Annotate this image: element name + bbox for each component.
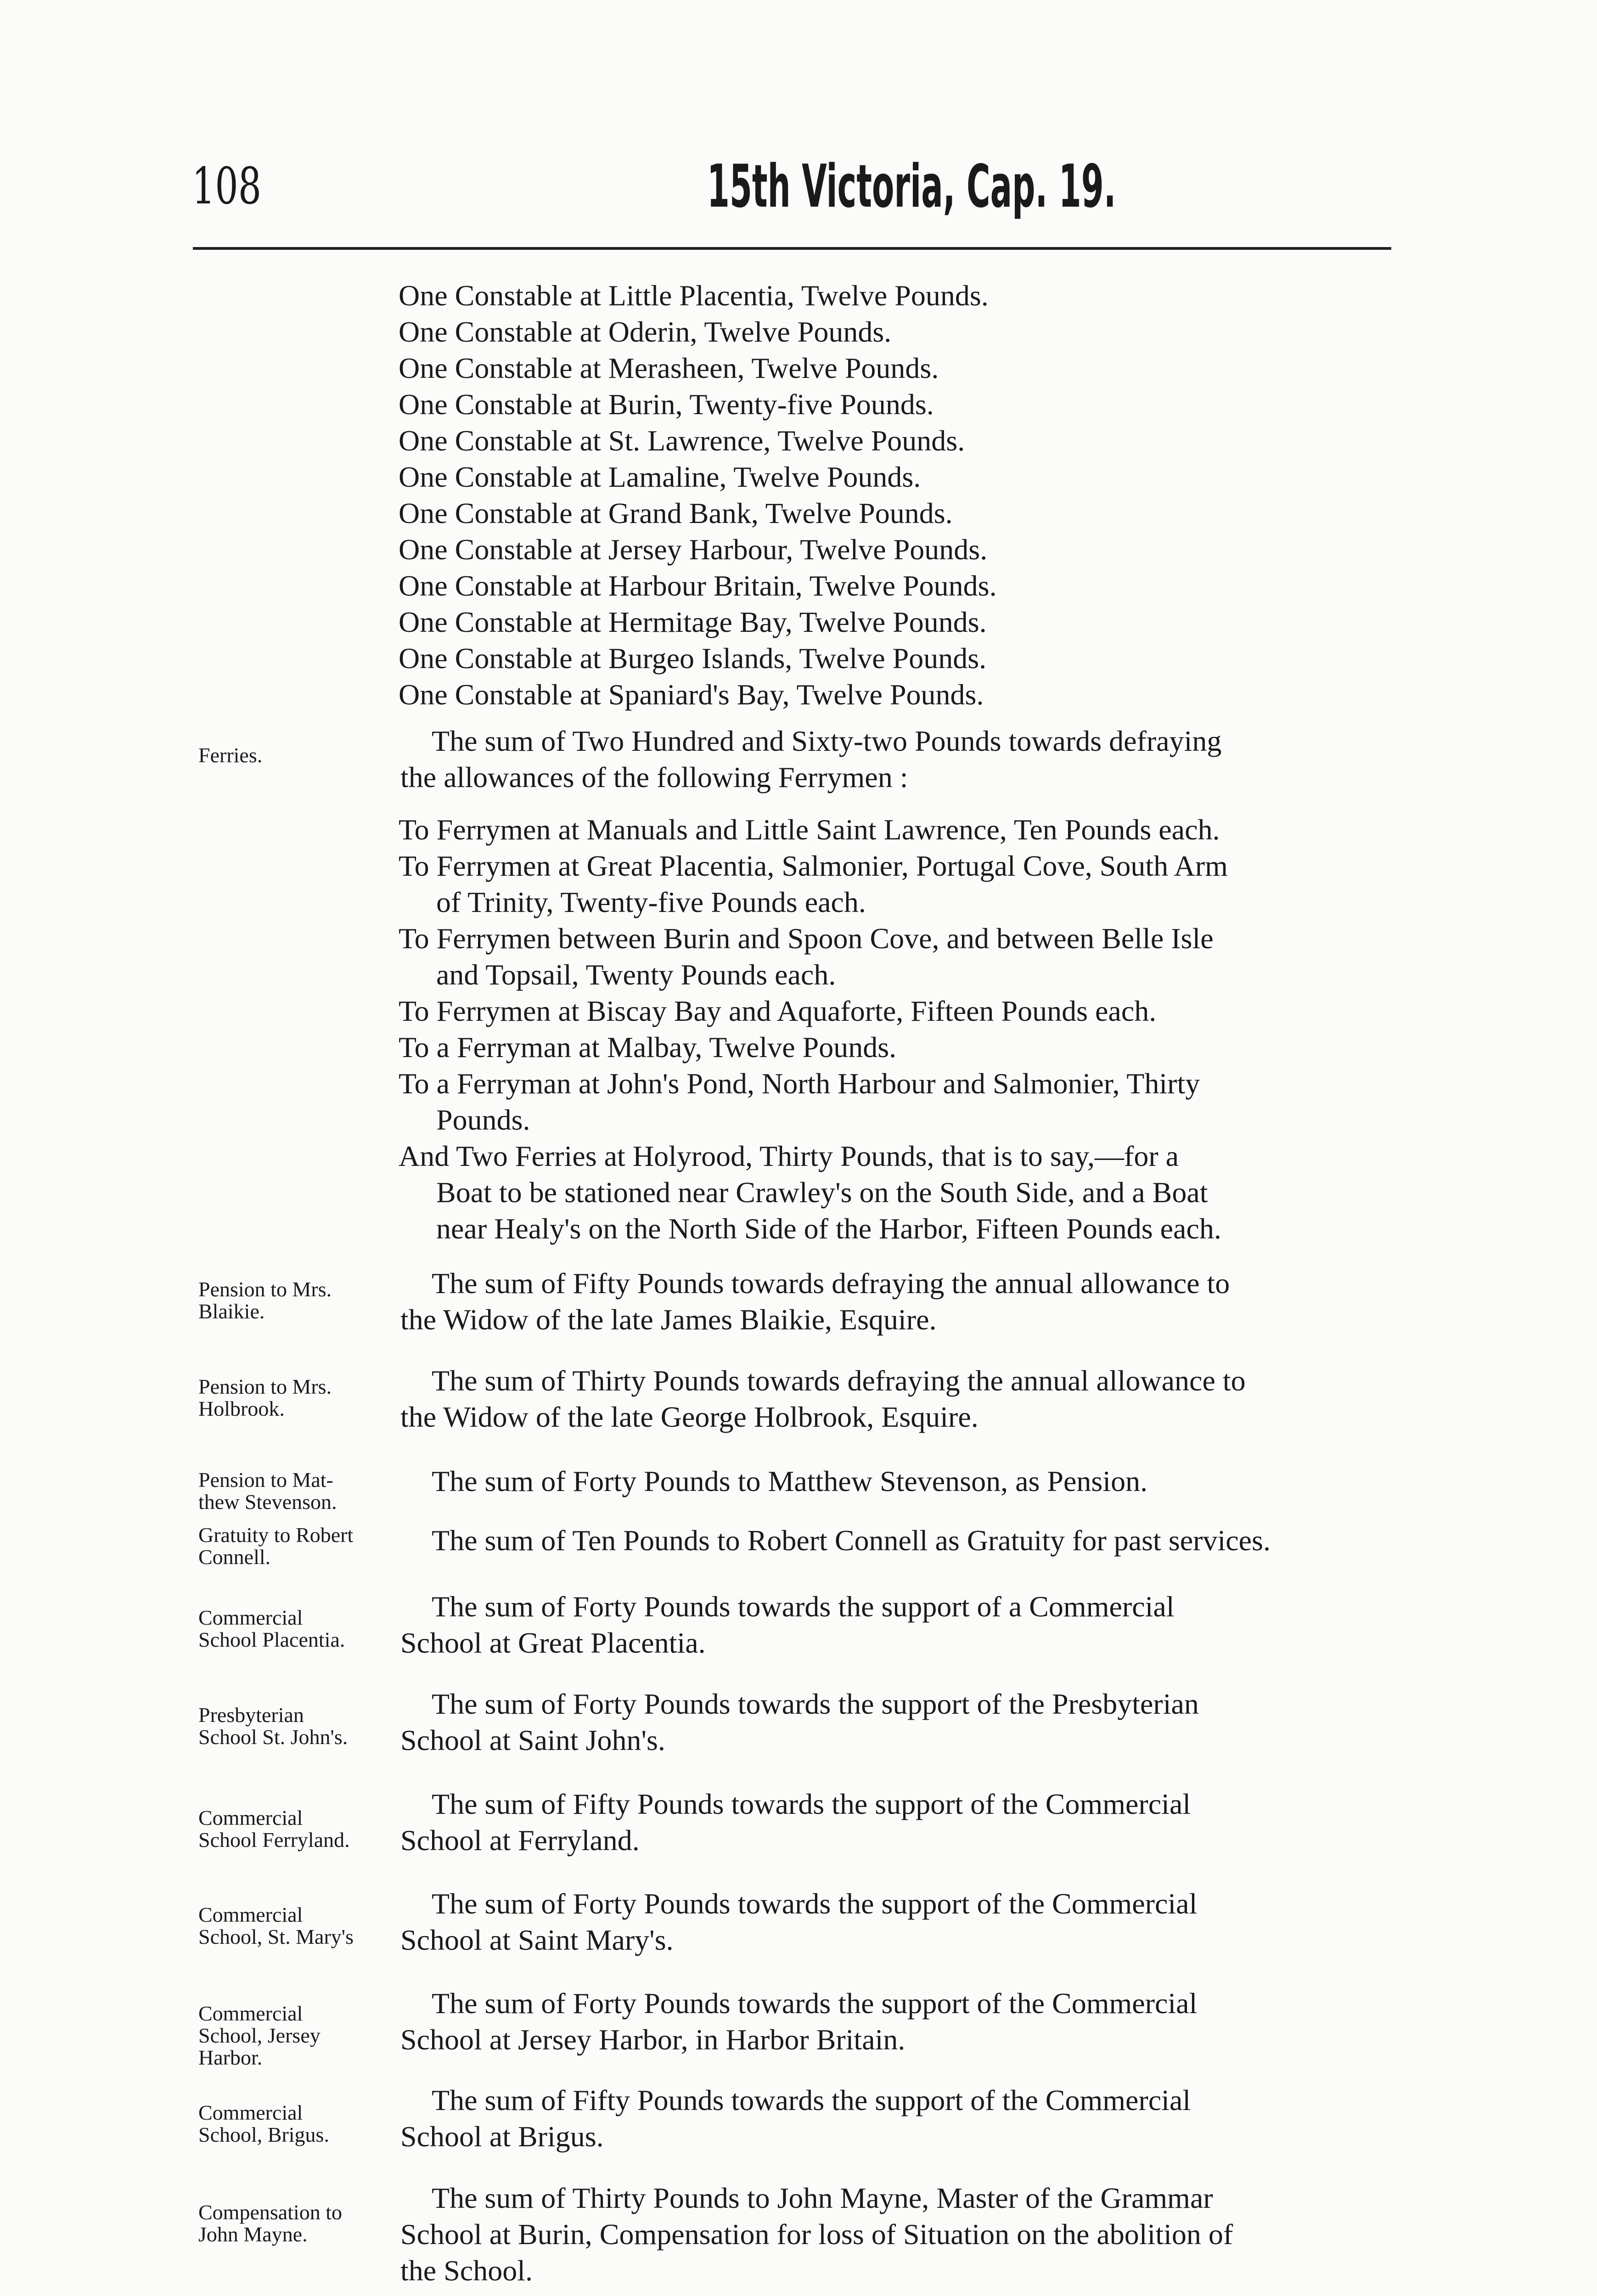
margin-note: Gratuity to Robert — [198, 1523, 354, 1547]
constable-line: One Constable at Burin, Twenty-five Pounds. — [399, 388, 934, 421]
ferry-item: To a Ferryman at John's Pond, North Harbour and Salmonier, Thirty — [399, 1067, 1200, 1100]
entry-line: School at Jersey Harbor, in Harbor Britain. — [400, 2023, 905, 2056]
constable-line: One Constable at Little Placentia, Twelve Pounds. — [399, 279, 989, 312]
ferry-item: near Healy's on the North Side of the Harbor, Fifteen Pounds each. — [436, 1212, 1221, 1245]
ferry-item: To Ferrymen at Great Placentia, Salmonier, Portugal Cove, South Arm — [399, 850, 1228, 882]
constable-line: One Constable at Merasheen, Twelve Pounds. — [399, 352, 939, 384]
margin-note: School Ferryland. — [198, 1828, 350, 1851]
constable-line: One Constable at Grand Bank, Twelve Pounds. — [399, 497, 953, 529]
margin-note-ferries: Ferries. — [198, 743, 263, 767]
page-number: 108 — [192, 157, 262, 215]
entry-line: The sum of Ten Pounds to Robert Connell as Gratuity for past services. — [432, 1524, 1271, 1557]
entry-line: School at Ferryland. — [400, 1824, 640, 1857]
constable-line: One Constable at Burgeo Islands, Twelve Pounds. — [399, 642, 987, 675]
margin-note: Commercial — [198, 2002, 303, 2025]
ferry-item: and Topsail, Twenty Pounds each. — [436, 958, 836, 991]
entry-line: School at Great Placentia. — [400, 1626, 706, 1659]
ferry-item: And Two Ferries at Holyrood, Thirty Pounds, that is to say,—for a — [399, 1140, 1179, 1172]
entry-line: The sum of Forty Pounds towards the support of the Commercial — [432, 1887, 1198, 1920]
entry-line: the Widow of the late George Holbrook, Esquire. — [400, 1401, 978, 1433]
running-title: 15th Victoria, Cap. 19. — [707, 152, 1116, 221]
entry-line: The sum of Forty Pounds towards the support of the Commercial — [432, 1987, 1198, 2020]
ferry-item: of Trinity, Twenty-five Pounds each. — [436, 886, 866, 918]
margin-note: John Mayne. — [198, 2223, 308, 2246]
margin-note: School St. John's. — [198, 1725, 348, 1749]
entry-line: The sum of Fifty Pounds towards the support of the Commercial — [432, 1788, 1191, 1820]
constable-line: One Constable at Spaniard's Bay, Twelve Pounds. — [399, 678, 984, 711]
ferry-item: To Ferrymen at Biscay Bay and Aquaforte, Fifteen Pounds each. — [399, 995, 1157, 1027]
ferry-item: Boat to be stationed near Crawley's on the South Side, and a Boat — [436, 1176, 1208, 1209]
entry-line: The sum of Thirty Pounds towards defraying the annual allowance to — [432, 1364, 1246, 1397]
margin-note: School, St. Mary's — [198, 1925, 354, 1948]
margin-note: thew Stevenson. — [198, 1490, 337, 1514]
margin-note: Holbrook. — [198, 1397, 285, 1420]
margin-note: Commercial — [198, 1903, 303, 1926]
constable-line: One Constable at Lamaline, Twelve Pounds. — [399, 461, 921, 493]
margin-note: School, Jersey — [198, 2024, 321, 2047]
constable-line: One Constable at Jersey Harbour, Twelve Pounds. — [399, 533, 988, 566]
entry-line: School at Brigus. — [400, 2120, 604, 2153]
ferries-intro: the allowances of the following Ferrymen : — [400, 761, 908, 793]
constable-line: One Constable at Oderin, Twelve Pounds. — [399, 315, 892, 348]
entry-line: The sum of Forty Pounds towards the support of a Commercial — [432, 1590, 1175, 1623]
entry-line: The sum of Thirty Pounds to John Mayne, Master of the Grammar — [432, 2182, 1213, 2214]
ferry-item: To Ferrymen between Burin and Spoon Cove, and between Belle Isle — [399, 922, 1214, 955]
entry-line: School at Saint John's. — [400, 1724, 665, 1756]
entry-line: School at Saint Mary's. — [400, 1924, 674, 1956]
ferry-item: Pounds. — [436, 1103, 530, 1136]
margin-note: Compensation to — [198, 2200, 343, 2224]
margin-note: Pension to Mrs. — [198, 1375, 332, 1398]
margin-note: Harbor. — [198, 2046, 263, 2069]
entry-line: the Widow of the late James Blaikie, Esquire. — [400, 1303, 937, 1336]
margin-note: Blaikie. — [198, 1300, 265, 1323]
margin-note: School Placentia. — [198, 1628, 345, 1651]
ferry-item: To a Ferryman at Malbay, Twelve Pounds. — [399, 1031, 897, 1064]
margin-note: Presbyterian — [198, 1703, 304, 1727]
margin-note: Commercial — [198, 1806, 303, 1829]
ferries-intro: The sum of Two Hundred and Sixty-two Pounds towards defraying — [432, 725, 1222, 757]
entry-line: The sum of Fifty Pounds towards the support of the Commercial — [432, 2084, 1191, 2116]
constable-line: One Constable at Harbour Britain, Twelve Pounds. — [399, 569, 997, 602]
margin-note: Pension to Mat- — [198, 1468, 333, 1491]
entry-line: The sum of Forty Pounds towards the support of the Presbyterian — [432, 1688, 1199, 1720]
margin-note: Connell. — [198, 1545, 271, 1569]
margin-note: School, Brigus. — [198, 2123, 329, 2146]
entry-line: School at Burin, Compensation for loss of Situation on the abolition of — [400, 2218, 1233, 2251]
margin-note: Commercial — [198, 2101, 303, 2124]
header-rule — [193, 247, 1391, 250]
entry-line: the School. — [400, 2254, 533, 2287]
constable-line: One Constable at St. Lawrence, Twelve Pounds. — [399, 424, 965, 457]
ferry-item: To Ferrymen at Manuals and Little Saint Lawrence, Ten Pounds each. — [399, 813, 1220, 846]
entry-line: The sum of Forty Pounds to Matthew Stevenson, as Pension. — [432, 1465, 1148, 1497]
margin-note: Pension to Mrs. — [198, 1277, 332, 1301]
margin-note: Commercial — [198, 1606, 303, 1629]
constable-line: One Constable at Hermitage Bay, Twelve Pounds. — [399, 606, 987, 638]
entry-line: The sum of Fifty Pounds towards defraying the annual allowance to — [432, 1267, 1230, 1300]
